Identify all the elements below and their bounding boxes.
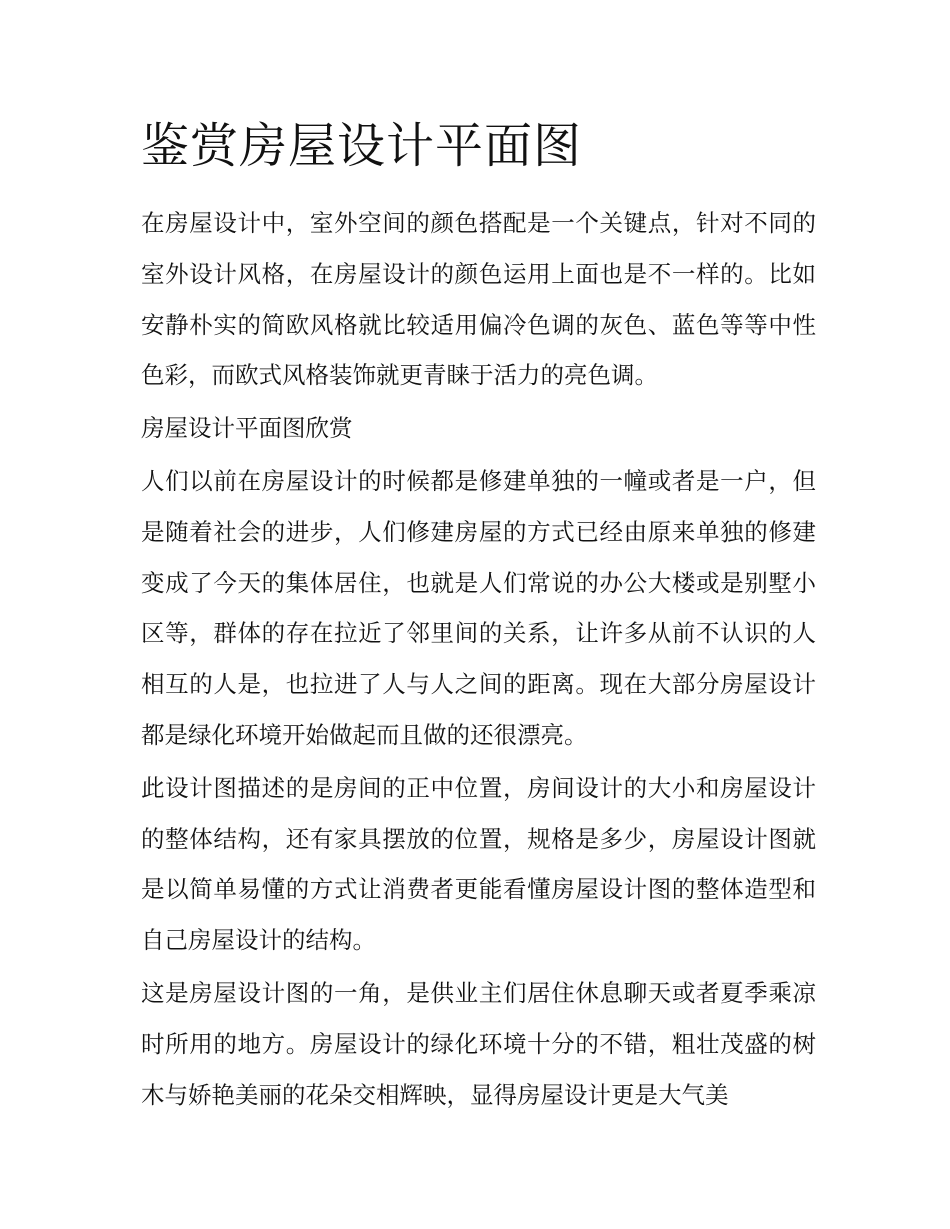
subheading-floor-plan-appreciation: 房屋设计平面图欣赏 [141, 414, 353, 443]
paragraph-design-description: 此设计图描述的是房间的正中位置，房间设计的大小和房屋设计的整体结构，还有家具摆放的位置，规格是多少，房屋设计图就是以简单易懂的方式让消费者更能看懂房屋设计图的整体造型和自己房屋设计的结构。 [141, 773, 816, 955]
document-page [141, 112, 816, 1122]
paragraph-color-matching: 在房屋设计中，室外空间的颜色搭配是一个关键点，针对不同的室外设计风格，在房屋设计的颜色运用上面也是不一样的。比如安静朴实的简欧风格就比较适用偏冷色调的灰色、蓝色等等中性色彩，而欧式风格装饰就更青睐于活力的亮色调。 [141, 209, 816, 390]
paragraph-corner-view: 这是房屋设计图的一角，是供业主们居住休息聊天或者夏季乘凉时所用的地方。房屋设计的绿化环境十分的不错，粗壮茂盛的树木与娇艳美丽的花朵交相辉映，显得房屋设计更是大气美 [141, 978, 816, 1109]
document-title: 鉴赏房屋设计平面图 [141, 118, 583, 174]
paragraph-collective-living: 人们以前在房屋设计的时候都是修建单独的一幢或者是一户，但是随着社会的进步，人们修建房屋的方式已经由原来单独的修建变成了今天的集体居住，也就是人们常说的办公大楼或是别墅小区等，群体的存在拉近了邻里间的关系，让许多从前不认识的人相互的人是，也拉进了人与人之间的距离。现在大部分房屋设计都是绿化环境开始做起而且做的还很漂亮。 [141, 466, 816, 749]
